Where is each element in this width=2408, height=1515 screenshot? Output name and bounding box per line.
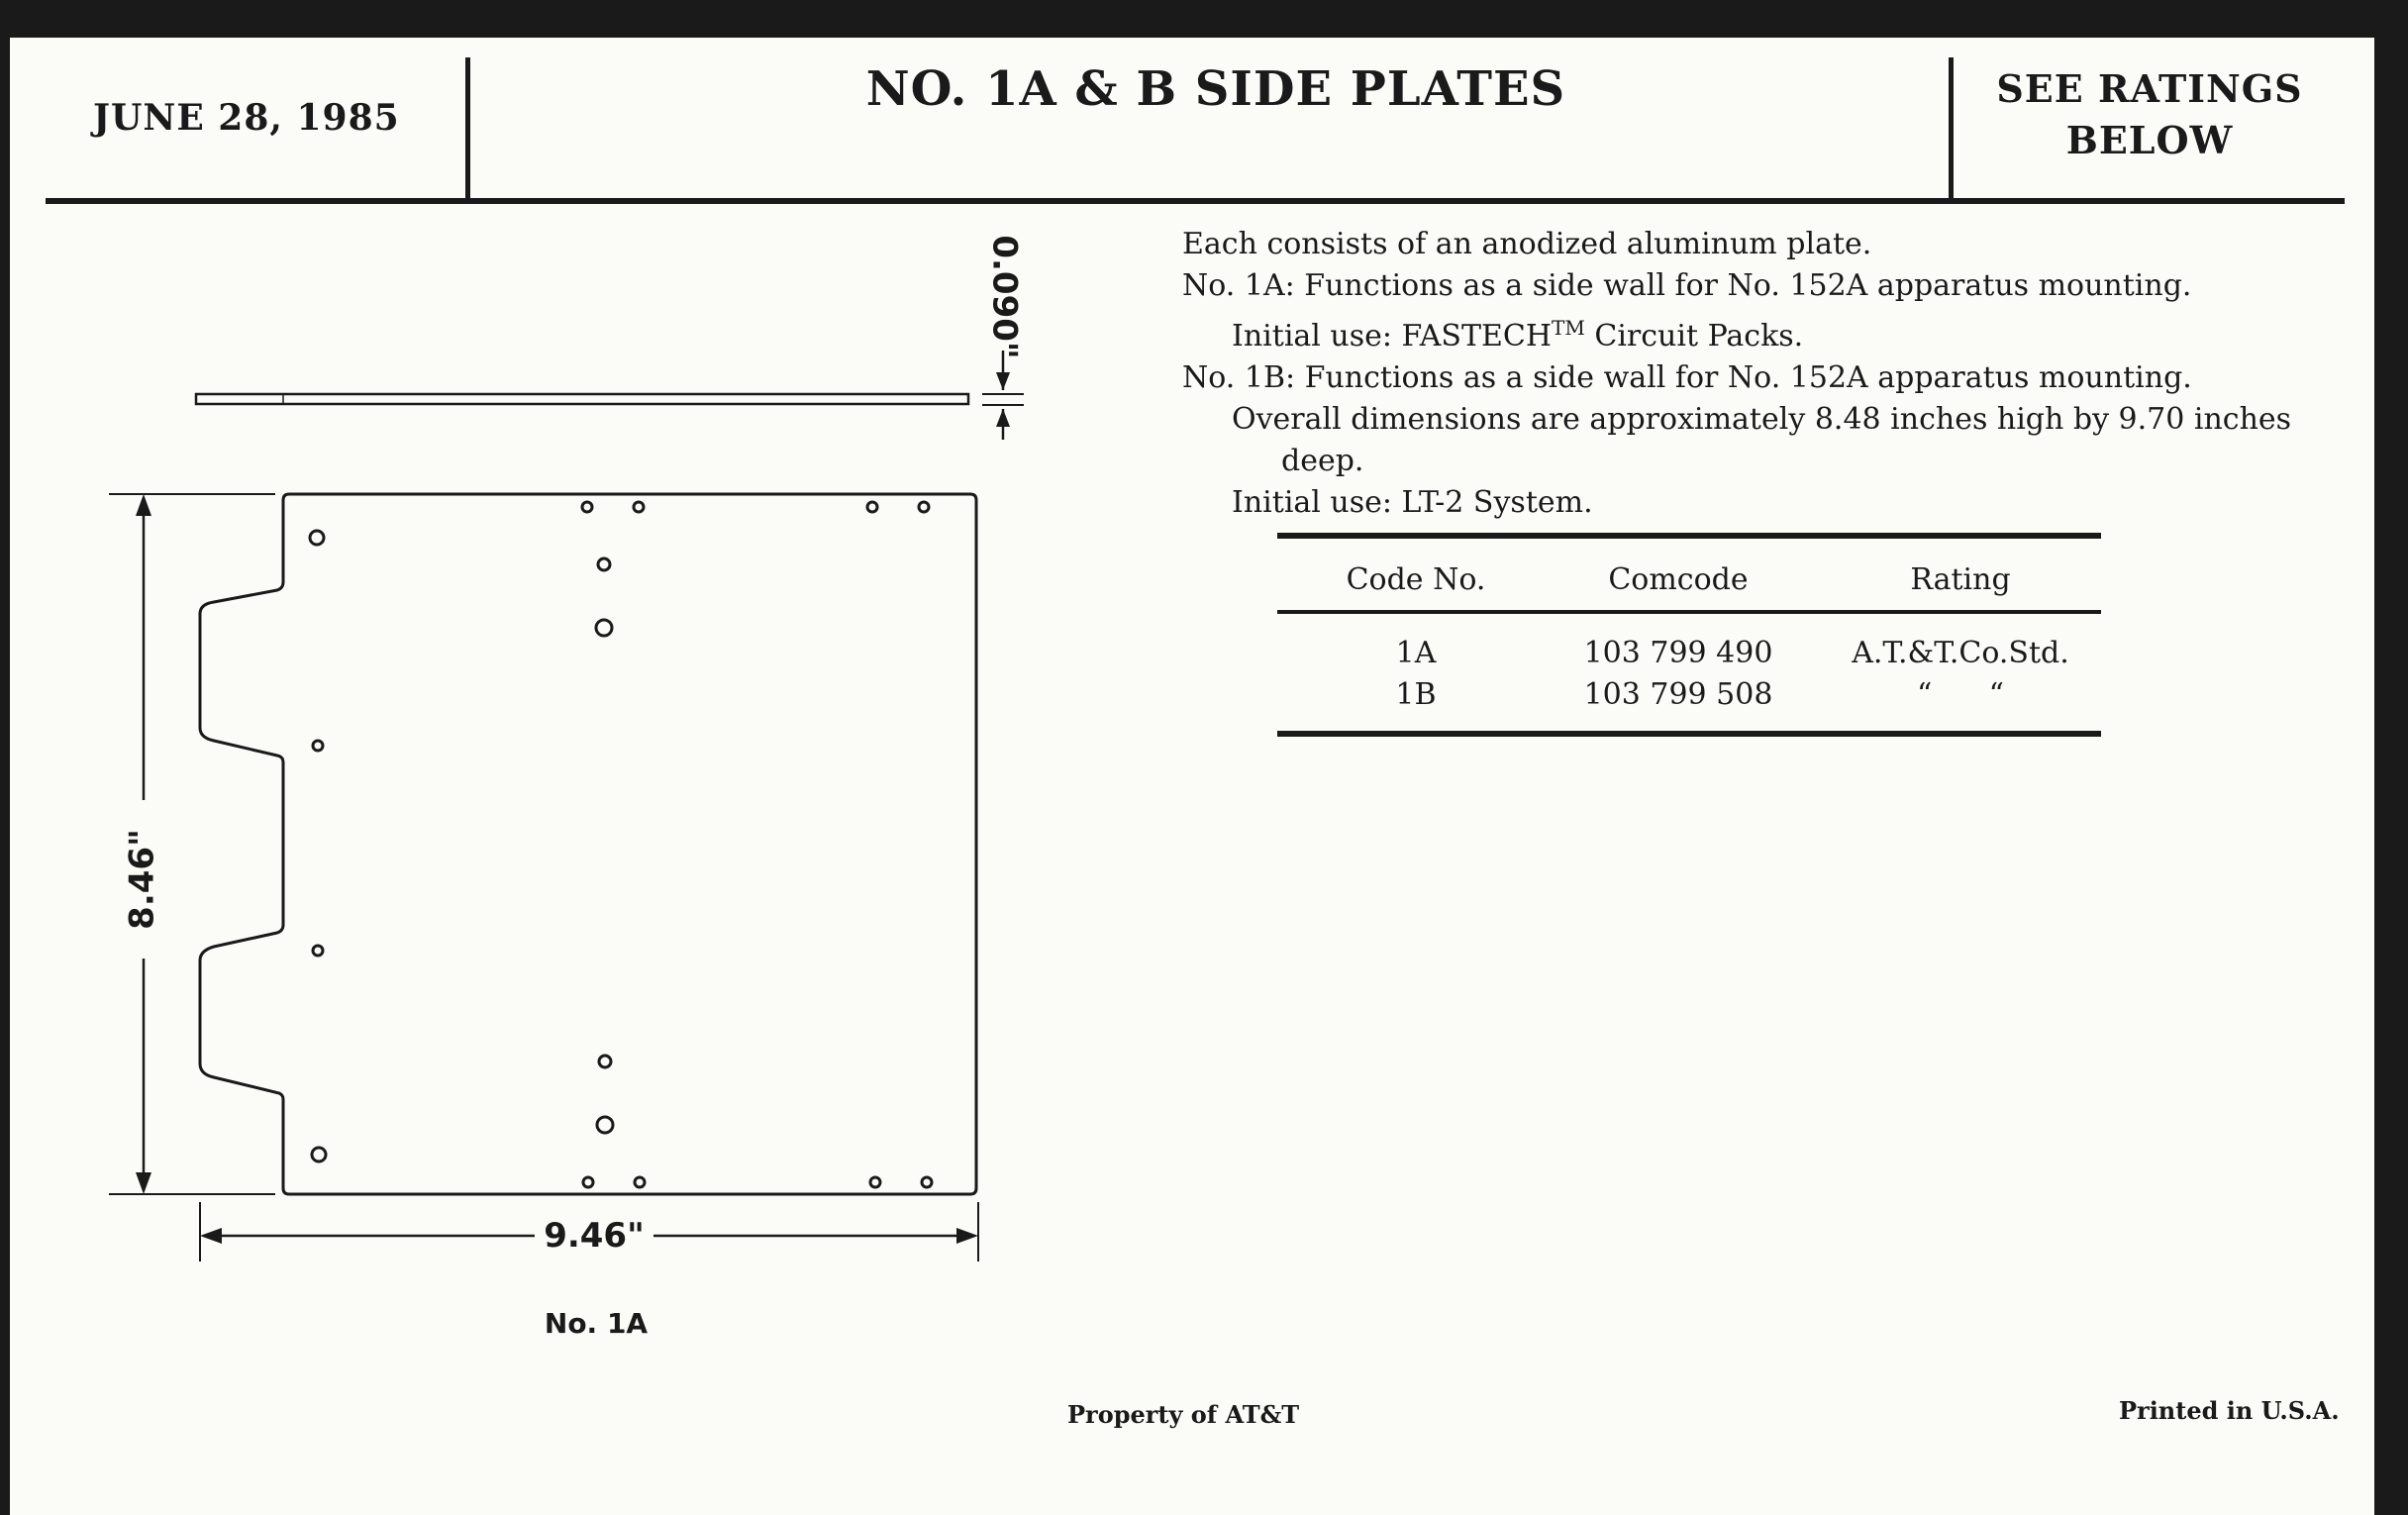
thickness-arrow-top bbox=[996, 372, 1010, 390]
description-line-2: No. 1A: Functions as a side wall for No. 152A apparatus mounting. bbox=[1182, 268, 2192, 303]
footer-property: Property of AT&T bbox=[1067, 1400, 1300, 1429]
table-rule-bottom bbox=[1277, 731, 2101, 737]
description-line-4: No. 1B: Functions as a side wall for No. 152A apparatus mounting. bbox=[1182, 360, 2192, 395]
description-line-6: deep. bbox=[1281, 444, 1364, 478]
thickness-label: 0.090" bbox=[984, 235, 1025, 359]
height-arrow-top bbox=[136, 494, 151, 516]
description-line-3 bbox=[1182, 307, 2351, 357]
mounting-hole bbox=[922, 1177, 932, 1187]
table-cell-rating: “ “ bbox=[1917, 677, 2004, 712]
table-cell-code: 1A bbox=[1395, 636, 1437, 670]
table-header-code: Code No. bbox=[1346, 562, 1486, 597]
table-header-rating: Rating bbox=[1910, 562, 2011, 597]
mounting-hole bbox=[599, 1056, 611, 1067]
mounting-hole bbox=[634, 502, 644, 512]
table-cell-comcode: 103 799 490 bbox=[1583, 636, 1773, 670]
mounting-hole bbox=[313, 946, 323, 956]
mounting-hole bbox=[312, 1148, 326, 1162]
mounting-hole bbox=[635, 1177, 645, 1187]
height-arrow-bottom bbox=[136, 1172, 151, 1194]
mounting-hole bbox=[313, 741, 323, 751]
table-cell-code: 1B bbox=[1395, 677, 1437, 712]
table-cell-comcode: 103 799 508 bbox=[1583, 677, 1773, 712]
trademark-mark: TM bbox=[1552, 316, 1585, 340]
description-line-7: Initial use: LT-2 System. bbox=[1232, 485, 1593, 520]
mounting-hole bbox=[870, 1177, 880, 1187]
width-arrow-right bbox=[956, 1228, 978, 1244]
mounting-hole bbox=[582, 502, 592, 512]
table-header-comcode: Comcode bbox=[1608, 562, 1749, 597]
width-label: 9.46" bbox=[544, 1216, 645, 1256]
description-line-5: Overall dimensions are approximately 8.48 inches high by 9.70 inches bbox=[1232, 402, 2292, 437]
ratings-line-2: BELOW bbox=[2065, 118, 2234, 162]
description-block bbox=[1182, 224, 2351, 524]
mounting-hole bbox=[596, 620, 612, 636]
document-card bbox=[10, 38, 2374, 1515]
footer-printed: Printed in U.S.A. bbox=[2119, 1396, 2340, 1425]
plate-edge-view bbox=[196, 394, 968, 404]
drawing-caption: No. 1A bbox=[544, 1307, 649, 1340]
mounting-hole bbox=[919, 502, 929, 512]
mounting-hole bbox=[597, 1117, 613, 1133]
table-rule-top bbox=[1277, 533, 2101, 539]
mounting-hole bbox=[867, 502, 877, 512]
thickness-arrow-bottom bbox=[996, 409, 1010, 427]
mounting-hole bbox=[310, 531, 324, 545]
width-arrow-left bbox=[200, 1228, 222, 1244]
ratings-line-1: SEE RATINGS bbox=[1996, 66, 2303, 111]
mounting-hole bbox=[583, 1177, 593, 1187]
header-date: JUNE 28, 1985 bbox=[93, 97, 400, 139]
page-title: NO. 1A & B SIDE PLATES bbox=[865, 61, 1566, 117]
table-rule-middle bbox=[1277, 610, 2101, 614]
mounting-hole bbox=[598, 558, 610, 570]
table-cell-rating: A.T.&T.Co.Std. bbox=[1852, 636, 2069, 670]
initial-use-1a: Initial use: FASTECH bbox=[1232, 319, 1552, 354]
plate-outline bbox=[200, 494, 976, 1194]
description-line-1: Each consists of an anodized aluminum plate. bbox=[1182, 227, 1872, 261]
height-label: 8.46" bbox=[122, 829, 162, 930]
initial-use-1a-suffix: Circuit Packs. bbox=[1584, 319, 1804, 354]
